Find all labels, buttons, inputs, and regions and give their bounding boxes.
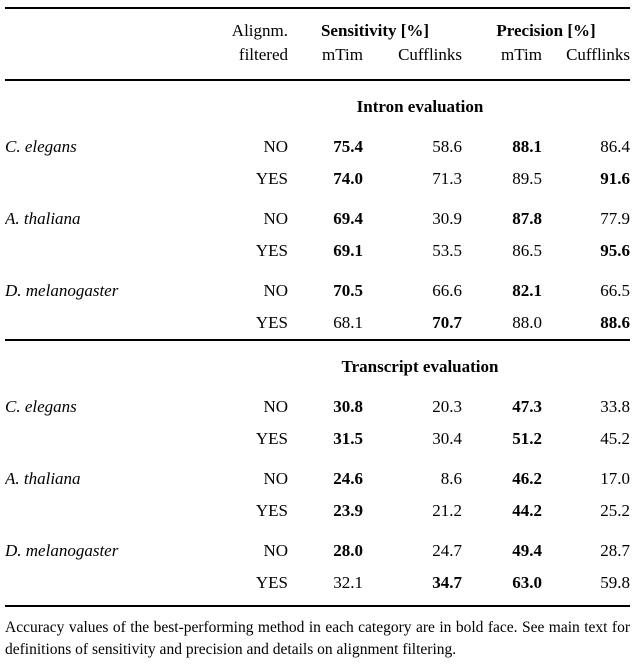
species-cell [5,163,210,195]
table-header [5,8,630,80]
section-spacer [5,340,210,391]
table-row [5,567,630,606]
filtered-cell: NO [263,469,288,488]
header-sensitivity: Sensitivity [%] [320,21,430,40]
value-cell: 88.1 [512,137,543,156]
value-cell: 69.4 [333,209,363,228]
header-cufflinks-prec: Cufflinks [542,43,630,80]
value-cell: 68.1 [333,313,363,332]
value-cell: 74.0 [333,169,363,188]
filtered-cell: NO [263,541,288,560]
value-cell: 63.0 [512,573,543,592]
value-cell: 28.0 [333,541,363,560]
filtered-cell: YES [255,169,288,188]
header-filtered: filtered [210,43,288,80]
section-title: Intron evaluation [356,97,484,116]
value-cell: 44.2 [512,501,543,520]
value-cell: 51.2 [512,429,543,448]
species-cell [5,495,210,527]
value-cell: 70.7 [432,313,463,332]
value-cell: 21.2 [432,501,463,520]
section-spacer [5,80,210,131]
table-row [5,495,630,527]
header-spacer [5,43,210,80]
table-row [5,391,630,423]
value-cell: 88.0 [512,313,543,332]
species-cell: C. elegans [5,137,77,156]
filtered-cell: NO [263,137,288,156]
section-title: Transcript evaluation [210,340,630,391]
value-cell: 28.7 [600,541,631,560]
table-row [5,423,630,455]
species-cell [5,567,210,606]
value-cell: 45.2 [600,429,631,448]
value-cell: 20.3 [432,397,463,416]
species-cell [5,307,210,340]
value-cell: 23.9 [333,501,363,520]
header-mtim-prec: mTim [462,43,542,80]
header-spacer [5,8,210,43]
value-cell: 53.5 [432,241,463,260]
value-cell: 49.4 [512,541,543,560]
value-cell: 46.2 [512,469,543,488]
table-row [5,455,630,495]
value-cell: 66.6 [432,281,463,300]
value-cell: 82.1 [512,281,543,300]
value-cell: 75.4 [333,137,363,156]
value-cell: 32.1 [333,573,363,592]
filtered-cell: YES [255,573,288,592]
table-row [5,267,630,307]
table-row [5,235,630,267]
species-cell: C. elegans [5,397,77,416]
table-row [5,163,630,195]
value-cell: 66.5 [600,281,631,300]
value-cell: 86.5 [512,241,543,260]
filtered-cell: NO [263,209,288,228]
value-cell: 89.5 [512,169,543,188]
value-cell: 17.0 [600,469,631,488]
species-cell [5,235,210,267]
header-mtim-sens: mTim [288,43,363,80]
filtered-cell: YES [255,429,288,448]
value-cell: 33.8 [600,397,631,416]
species-cell: A. thaliana [5,469,81,488]
value-cell: 91.6 [600,169,631,188]
value-cell: 31.5 [333,429,363,448]
value-cell: 34.7 [432,573,463,592]
filtered-cell: NO [263,397,288,416]
value-cell: 59.8 [600,573,631,592]
species-cell: D. melanogaster [5,541,119,560]
species-cell: D. melanogaster [5,281,119,300]
table-caption: Accuracy values of the best-performing method in each category are in bold face. See main text for definitions of sensitivity and precision and details on alignment filtering. [5,619,630,659]
value-cell: 77.9 [600,209,631,228]
value-cell: 30.9 [432,209,463,228]
value-cell: 30.8 [333,397,363,416]
table-row [5,195,630,235]
filtered-cell: YES [255,313,288,332]
header-precision: Precision [%] [496,21,596,40]
table-body [5,80,630,606]
results-table [5,7,630,607]
value-cell: 58.6 [432,137,463,156]
table-row [5,527,630,567]
value-cell: 47.3 [512,397,543,416]
filtered-cell: NO [263,281,288,300]
value-cell: 8.6 [440,469,463,488]
value-cell: 95.6 [600,241,631,260]
value-cell: 25.2 [600,501,631,520]
value-cell: 70.5 [333,281,363,300]
value-cell: 71.3 [432,169,463,188]
species-cell: A. thaliana [5,209,81,228]
value-cell: 24.6 [333,469,363,488]
header-alignm: Alignm. [231,21,288,40]
table-row [5,307,630,340]
value-cell: 86.4 [600,137,631,156]
value-cell: 69.1 [333,241,363,260]
value-cell: 88.6 [600,313,631,332]
value-cell: 24.7 [432,541,463,560]
species-cell [5,423,210,455]
filtered-cell: YES [255,501,288,520]
value-cell: 87.8 [512,209,543,228]
header-cufflinks-sens: Cufflinks [363,43,462,80]
filtered-cell: YES [255,241,288,260]
value-cell: 30.4 [432,429,463,448]
table-row [5,131,630,163]
